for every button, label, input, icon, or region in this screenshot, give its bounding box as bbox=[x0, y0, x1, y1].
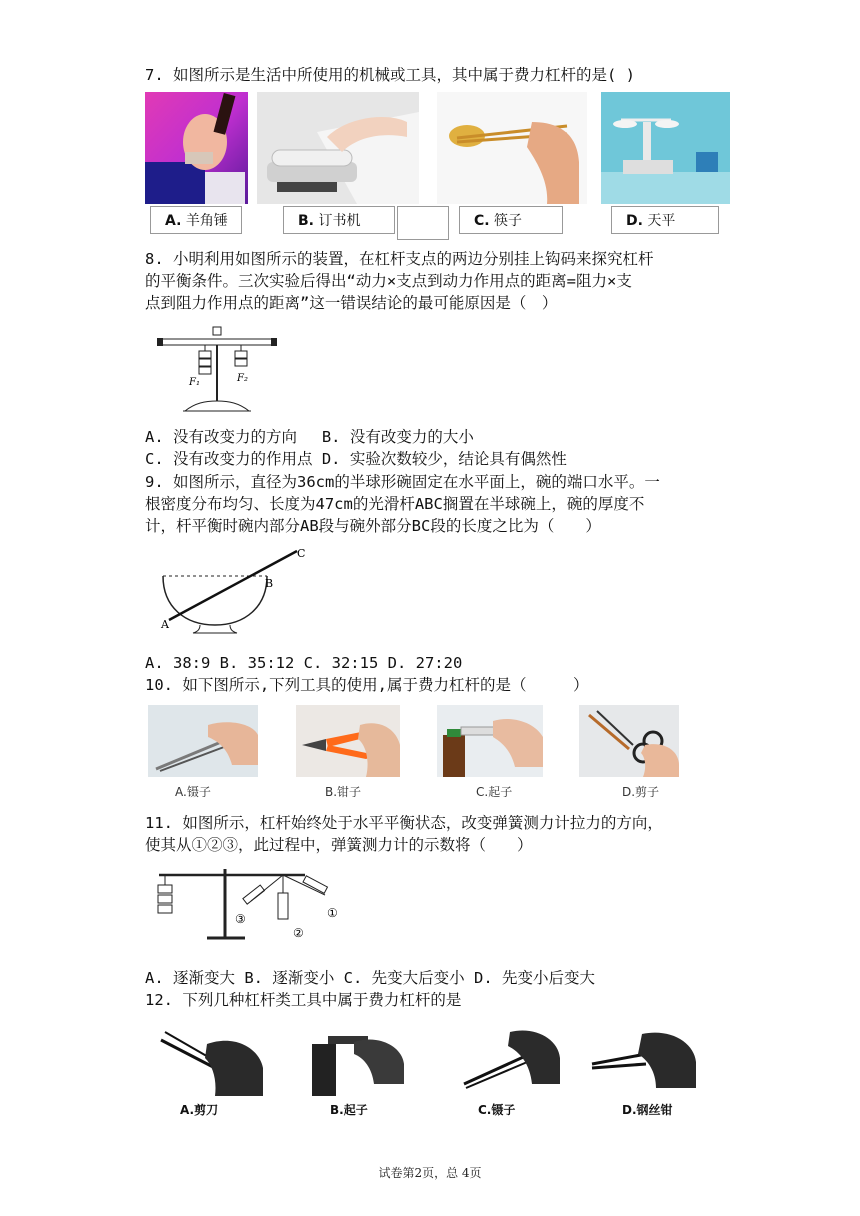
q7-photo-chopsticks bbox=[437, 92, 587, 204]
q7-caption-b: B. 订书机 bbox=[283, 206, 395, 234]
q9-stem-line3: 计，杆平衡时碗内部分AB段与碗外部分BC段的长度之比为（ ） bbox=[145, 517, 601, 535]
q7-photo-balance bbox=[601, 92, 730, 204]
q9-stem-line2: 根密度分布均匀、长度为47cm的光滑杆ABC搁置在半球碗上，碗的厚度不 bbox=[145, 495, 645, 513]
q11-lever-figure bbox=[155, 865, 350, 945]
q10-photo-pliers bbox=[296, 705, 400, 777]
q7-photo-stapler bbox=[257, 92, 419, 204]
q12-photo-opener bbox=[304, 1024, 404, 1096]
q7-caption-a: A. 羊角锤 bbox=[150, 206, 242, 234]
q12-photo-pliers bbox=[586, 1024, 696, 1096]
q12-caption-d: D.钢丝钳 bbox=[622, 1103, 673, 1117]
q8-options-line1: A. 没有改变力的方向 B. 没有改变力的大小 bbox=[145, 428, 474, 446]
q11-label-two: ② bbox=[293, 926, 304, 940]
q9-bowl-figure bbox=[155, 545, 315, 637]
q8-lever-figure bbox=[155, 325, 280, 415]
q10-stem: 10. 如下图所示,下列工具的使用,属于费力杠杆的是（ ） bbox=[145, 676, 589, 694]
q11-label-three: ③ bbox=[235, 912, 246, 926]
q10-caption-d: D.剪子 bbox=[622, 785, 660, 799]
q10-caption-a: A.镊子 bbox=[175, 785, 211, 799]
q11-stem-line2: 使其从①②③，此过程中，弹簧测力计的示数将（ ） bbox=[145, 836, 533, 854]
q11-label-one: ① bbox=[327, 906, 338, 920]
page-footer: 试卷第2页，总 4页 bbox=[378, 1166, 482, 1180]
q7-caption-c: C. 筷子 bbox=[459, 206, 563, 234]
q10-photo-opener bbox=[437, 705, 543, 777]
q12-caption-c: C.镊子 bbox=[478, 1103, 516, 1117]
q7-photo-hammer bbox=[145, 92, 248, 204]
q10-caption-c: C.起子 bbox=[476, 785, 513, 799]
q12-caption-a: A.剪刀 bbox=[180, 1103, 219, 1117]
q9-options: A. 38:9 B. 35:12 C. 32:15 D. 27:20 bbox=[145, 654, 463, 672]
q8-label-f1: F₁ bbox=[189, 377, 200, 388]
q9-label-c: C bbox=[297, 547, 306, 560]
q9-stem-line1: 9. 如图所示，直径为36cm的半球形碗固定在水平面上，碗的端口水平。一 bbox=[145, 473, 660, 491]
q12-photo-tweezers bbox=[460, 1024, 560, 1096]
q10-caption-b: B.钳子 bbox=[325, 785, 362, 799]
q7-stem: 7. 如图所示是生活中所使用的机械或工具，其中属于费力杠杆的是( ) bbox=[145, 66, 635, 84]
q12-caption-b: B.起子 bbox=[330, 1103, 368, 1117]
q9-label-a: A bbox=[161, 618, 169, 631]
q11-options: A. 逐渐变大 B. 逐渐变小 C. 先变大后变小 D. 先变小后变大 bbox=[145, 969, 595, 987]
q10-photo-tweezers bbox=[148, 705, 258, 777]
q8-stem-line1: 8. 小明利用如图所示的装置，在杠杆支点的两边分别挂上钩码来探究杠杆 bbox=[145, 250, 654, 268]
q9-label-b: B bbox=[265, 577, 274, 590]
q12-stem: 12. 下列几种杠杆类工具中属于费力杠杆的是 bbox=[145, 991, 462, 1009]
q8-label-f2: F₂ bbox=[237, 373, 248, 384]
q7-blank-box bbox=[397, 206, 449, 240]
q7-caption-d: D. 天平 bbox=[611, 206, 719, 234]
q12-photo-scissors bbox=[155, 1024, 265, 1096]
q8-stem-line2: 的平衡条件。三次实验后得出“动力×支点到动力作用点的距离=阻力×支 bbox=[145, 272, 632, 290]
q8-stem-line3: 点到阻力作用点的距离”这一错误结论的最可能原因是（ ） bbox=[145, 294, 558, 312]
q10-photo-scissors bbox=[579, 705, 679, 777]
q8-options-line2: C. 没有改变力的作用点 D. 实验次数较少，结论具有偶然性 bbox=[145, 450, 567, 468]
q11-stem-line1: 11. 如图所示，杠杆始终处于水平平衡状态，改变弹簧测力计拉力的方向， bbox=[145, 814, 663, 832]
